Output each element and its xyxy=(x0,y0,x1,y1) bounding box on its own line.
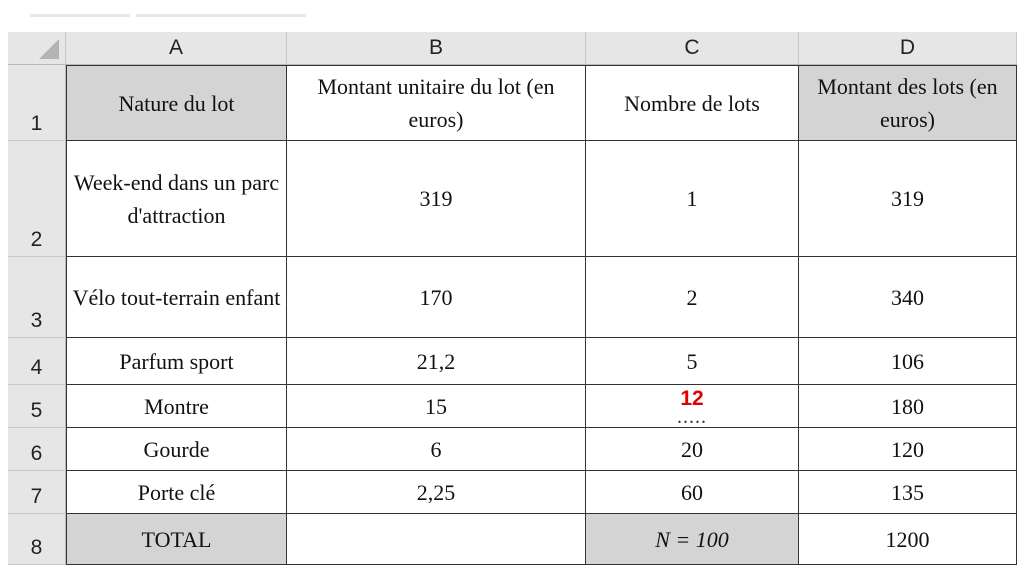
cell-text: TOTAL xyxy=(141,526,212,552)
column-header-B[interactable]: B xyxy=(287,32,586,65)
cell-text: Nombre de lots xyxy=(624,90,760,116)
answer-field xyxy=(677,388,707,424)
cell-text: Montant unitaire du lot (en euros) xyxy=(317,74,555,132)
cell-C1[interactable] xyxy=(586,65,799,141)
cell-C4[interactable] xyxy=(586,338,799,385)
row-header-6[interactable]: 6 xyxy=(8,428,66,471)
cell-text: 340 xyxy=(891,284,924,310)
cell-text: 106 xyxy=(891,348,924,374)
cell-text: N = 100 xyxy=(655,526,729,552)
cell-text: 170 xyxy=(419,284,453,310)
cell-text: 135 xyxy=(891,479,924,505)
cell-text: 1 xyxy=(686,186,698,211)
row-header-4[interactable]: 4 xyxy=(8,338,66,385)
cell-D5[interactable] xyxy=(799,385,1017,428)
cell-D7[interactable] xyxy=(799,471,1017,514)
cell-text: Week-end dans un parc d'attraction xyxy=(73,169,280,228)
cell-text: 319 xyxy=(419,186,453,211)
cell-text: Gourde xyxy=(143,436,210,462)
cell-B5[interactable] xyxy=(287,385,586,428)
cell-text: 6 xyxy=(430,436,442,462)
select-all-triangle-icon xyxy=(39,39,59,59)
column-header-A[interactable]: A xyxy=(66,32,287,65)
cell-D2[interactable] xyxy=(799,141,1017,257)
cell-text: 5 xyxy=(686,348,698,374)
ribbon-tab xyxy=(136,14,306,17)
cell-D6[interactable] xyxy=(799,428,1017,471)
cell-D1[interactable] xyxy=(799,65,1017,141)
cell-D8[interactable] xyxy=(799,514,1017,565)
row-header-2[interactable]: 2 xyxy=(8,141,66,257)
select-all-corner[interactable] xyxy=(8,32,66,65)
column-header-C[interactable]: C xyxy=(586,32,799,65)
row-header-1[interactable]: 1 xyxy=(8,65,66,141)
cell-B2[interactable] xyxy=(287,141,586,257)
cell-A4[interactable] xyxy=(66,338,287,385)
blank-dots: ..... xyxy=(677,410,707,424)
cell-text: Porte clé xyxy=(137,479,216,505)
cell-text: 1200 xyxy=(885,526,930,552)
cell-text: 21,2 xyxy=(416,348,456,374)
handwritten-answer: 12 xyxy=(680,387,704,410)
top-strip xyxy=(0,0,1024,18)
cell-B1[interactable] xyxy=(287,65,586,141)
cell-C5[interactable] xyxy=(586,385,799,428)
cell-A6[interactable] xyxy=(66,428,287,471)
row-header-7[interactable]: 7 xyxy=(8,471,66,514)
cell-D4[interactable] xyxy=(799,338,1017,385)
cell-text: 120 xyxy=(891,436,924,462)
cell-text: Nature du lot xyxy=(118,90,235,116)
cell-text: 60 xyxy=(681,479,703,505)
cell-A8[interactable] xyxy=(66,514,287,565)
cell-C3[interactable] xyxy=(586,257,799,338)
cell-text: Montre xyxy=(144,393,209,419)
cell-text: 319 xyxy=(891,186,924,211)
cell-A1[interactable] xyxy=(66,65,287,141)
cell-text: 180 xyxy=(891,393,924,419)
cell-D3[interactable] xyxy=(799,257,1017,338)
column-header-D[interactable]: D xyxy=(799,32,1017,65)
row-header-8[interactable]: 8 xyxy=(8,514,66,565)
cell-B4[interactable] xyxy=(287,338,586,385)
cell-text: Vélo tout-terrain enfant xyxy=(72,284,281,310)
cell-B6[interactable] xyxy=(287,428,586,471)
row-header-3[interactable]: 3 xyxy=(8,257,66,338)
cell-C8[interactable] xyxy=(586,514,799,565)
cell-A3[interactable] xyxy=(66,257,287,338)
cell-C2[interactable] xyxy=(586,141,799,257)
cell-C7[interactable] xyxy=(586,471,799,514)
cell-A7[interactable] xyxy=(66,471,287,514)
cell-A5[interactable] xyxy=(66,385,287,428)
cell-C6[interactable] xyxy=(586,428,799,471)
cell-B7[interactable] xyxy=(287,471,586,514)
row-header-5[interactable]: 5 xyxy=(8,385,66,428)
cell-text: Montant des lots (en euros) xyxy=(817,74,998,132)
cell-text: 15 xyxy=(425,393,447,419)
cell-text: 20 xyxy=(681,436,703,462)
cell-text: 2,25 xyxy=(416,479,456,505)
ribbon-tab xyxy=(30,14,130,17)
cell-text: 2 xyxy=(686,284,698,310)
cell-B3[interactable] xyxy=(287,257,586,338)
cell-A2[interactable] xyxy=(66,141,287,257)
cell-B8[interactable] xyxy=(287,514,586,565)
cell-text: Parfum sport xyxy=(119,348,234,374)
